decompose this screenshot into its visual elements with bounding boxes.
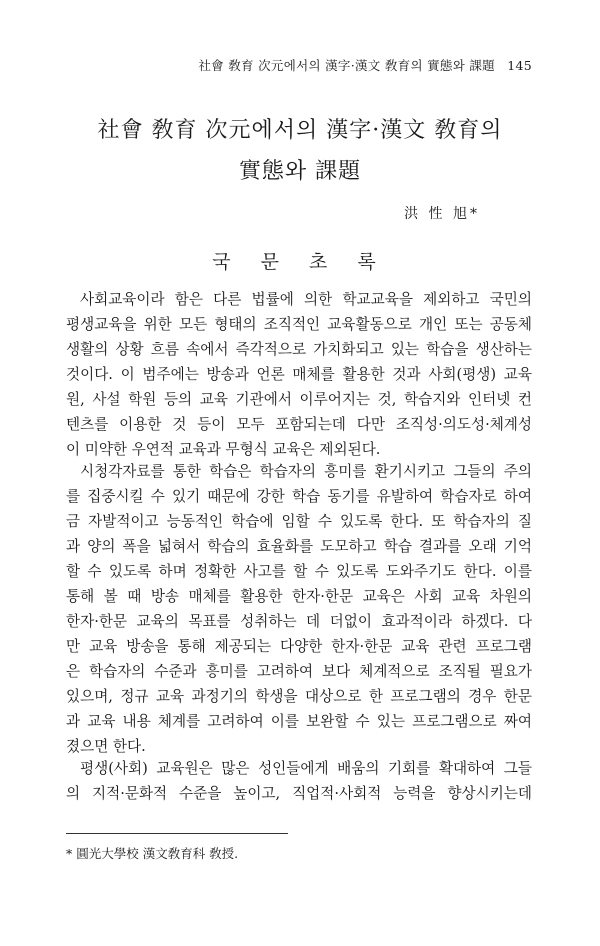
paragraph-line: 과 양의 폭을 넓혀서 학습의 효율화를 도모하고 학습 결과를 오래 기억 [66,538,532,555]
paragraph-line: 은 학습자의 수준과 흥미를 고려하여 보다 체계적으로 조직될 필요가 [66,663,532,680]
author-name: 洪 性 旭* [404,206,480,222]
paragraph-line: 만 교육 방송을 통해 제공되는 다양한 한자·한문 교육 관련 프로그램 [66,638,532,655]
abstract-heading: 국 문 초 록 [212,251,388,273]
paragraph-line: 를 집중시킬 수 있기 때문에 강한 학습 동기를 유발하여 학습자로 하여 [66,488,532,505]
paragraph-line: 의 지적·문화적 수준을 높이고, 직업적·사회적 능력을 향상시키는데 [66,785,532,802]
running-header-text: 社會 敎育 次元에서의 漢字·漢文 敎育의 實態와 課題 [198,58,495,73]
paragraph-line: 평생(사회) 교육원은 많은 성인들에게 배움의 기회를 확대하여 그들 [80,760,532,777]
abstract-paragraph-3 [66,756,532,806]
article-title-line-1: 社會 敎育 次元에서의 漢字·漢文 敎育의 [97,118,503,143]
footnote-divider [66,833,288,834]
page-number: 145 [507,58,532,73]
paragraph-line: 졌으면 한다. [66,738,146,755]
paragraph-line: 과 교육 내용 체계를 고려하여 이를 보완할 수 있는 프로그램으로 짜여 [66,713,532,730]
footnote: * 圓光大學校 漢文敎育科 敎授. [66,846,239,861]
paragraph-line: 통해 볼 때 방송 매체를 활용한 한자·한문 교육은 사회 교육 차원의 [66,588,532,605]
running-header [198,56,532,74]
article-title-line-2: 實態와 課題 [238,159,362,184]
paragraph-line: 한자·한문 교육의 목표를 성취하는 데 더없이 효과적이라 하겠다. 다 [66,613,532,630]
paragraph-line: 원, 사설 학원 등의 교육 기관에서 이루어지는 것, 학습지와 인터넷 컨 [66,391,532,408]
paragraph-line: 생활의 상황 흐름 속에서 즉각적으로 가치화되고 있는 학습을 생산하는 [66,341,532,358]
paragraph-line: 텐츠를 이용한 것 등이 모두 포함되는데 다만 조직성·의도성·체계성 [66,416,532,433]
paragraph-line: 있으며, 정규 교육 과정기의 학생을 대상으로 한 프로그램의 경우 한문 [66,688,532,705]
paragraph-line: 이 미약한 우연적 교육과 무형식 교육은 제외된다. [66,441,381,458]
paragraph-line: 것이다. 이 범주에는 방송과 언론 매체를 활용한 것과 사회(평생) 교육 [66,366,532,383]
paragraph-line: 시청각자료를 통한 학습은 학습자의 흥미를 환기시키고 그들의 주의 [80,463,532,480]
abstract-paragraph-1 [66,287,532,462]
paragraph-line: 사회교육이라 함은 다른 법률에 의한 학교교육을 제외하고 국민의 [80,291,532,308]
abstract-paragraph-2 [66,459,532,759]
paragraph-line: 평생교육을 위한 모든 형태의 조직적인 교육활동으로 개인 또는 공동체 [66,316,532,333]
paragraph-line: 할 수 있도록 하며 정확한 사고를 할 수 있도록 도와주기도 한다. 이를 [66,563,532,580]
paragraph-line: 금 자발적이고 능동적인 학습에 임할 수 있도록 한다. 또 학습자의 질 [66,513,532,530]
